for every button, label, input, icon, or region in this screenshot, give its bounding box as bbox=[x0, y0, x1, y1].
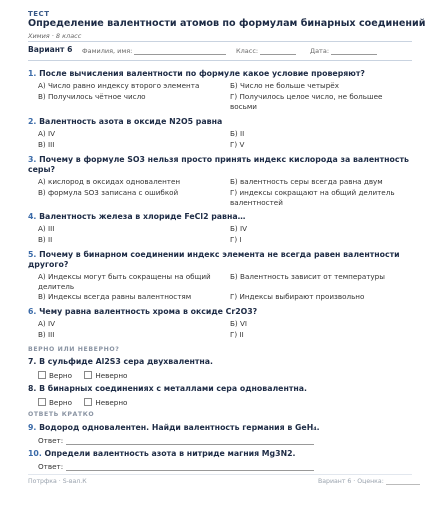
question-number: 10. bbox=[28, 449, 42, 458]
question-7 bbox=[28, 357, 412, 367]
option-d[interactable]: Г) V bbox=[230, 140, 245, 149]
name-field[interactable] bbox=[82, 47, 226, 55]
class-input-line[interactable] bbox=[260, 47, 296, 55]
question-text: Валентность железа в хлориде FeCl2 равна… bbox=[39, 212, 246, 221]
true-option[interactable]: Верно bbox=[38, 371, 72, 380]
option-c[interactable]: В) III bbox=[38, 140, 55, 149]
option-a[interactable]: А) IV bbox=[38, 319, 56, 328]
answer-field-10[interactable] bbox=[38, 462, 314, 471]
variant-label: Вариант 6 bbox=[28, 45, 73, 54]
option-a[interactable]: А) Индексы могут быть сокращены на общий делитель bbox=[38, 272, 211, 291]
option-a[interactable]: А) IV bbox=[38, 129, 56, 138]
option-c[interactable]: В) формула SO3 записана с ошибкой bbox=[38, 188, 179, 197]
name-label: Фамилия, имя: bbox=[82, 47, 133, 55]
question-text: Почему в бинарном соединении индекс элемента не всегда равен валентности другого? bbox=[28, 250, 400, 269]
footer-left: Потрфка · S-вал.К bbox=[28, 478, 87, 485]
question-text: В бинарных соединениях с металлами сера одновалентна. bbox=[39, 384, 307, 393]
question-number: 3. bbox=[28, 155, 37, 164]
true-option[interactable]: Верно bbox=[38, 398, 72, 407]
answer-input-line[interactable] bbox=[66, 437, 314, 445]
question-number: 1. bbox=[28, 69, 37, 78]
question-5 bbox=[28, 250, 412, 302]
option-b[interactable]: Б) Валентность зависит от температуры bbox=[230, 272, 385, 281]
answer-label: Ответ: bbox=[38, 436, 64, 445]
option-c[interactable]: В) II bbox=[38, 235, 53, 244]
date-input-line[interactable] bbox=[331, 47, 377, 55]
option-c[interactable]: В) Получилось чётное число bbox=[38, 92, 146, 101]
option-c[interactable]: В) Индексы всегда равны валентностям bbox=[38, 292, 192, 301]
question-3 bbox=[28, 155, 412, 207]
question-1 bbox=[28, 69, 412, 111]
question-4 bbox=[28, 212, 412, 246]
option-d[interactable]: Г) индексы сокращают на общий делитель валентностей bbox=[230, 188, 395, 207]
question-text: В сульфиде Al2S3 сера двухвалентна. bbox=[39, 357, 214, 366]
false-option[interactable]: Неверно bbox=[84, 371, 127, 380]
option-d[interactable]: Г) Получилось целое число, не большее восьми bbox=[230, 92, 383, 111]
checkbox[interactable] bbox=[84, 371, 92, 379]
option-d[interactable]: Г) II bbox=[230, 330, 244, 339]
option-c[interactable]: В) III bbox=[38, 330, 55, 339]
option-a[interactable]: А) Число равно индексу второго элемента bbox=[38, 81, 200, 90]
variant-divider bbox=[28, 60, 412, 61]
answer-field-9[interactable] bbox=[38, 436, 314, 445]
question-number: 7. bbox=[28, 357, 37, 366]
true-false-section-label: ВЕРНО ИЛИ НЕВЕРНО? bbox=[28, 346, 120, 353]
question-text: Валентность азота в оксиде N2O5 равна bbox=[39, 117, 223, 126]
footer-right bbox=[318, 478, 420, 485]
question-text: Чему равна валентность хрома в оксиде Cr2O3? bbox=[39, 307, 258, 316]
header-divider bbox=[28, 41, 412, 42]
option-a[interactable]: А) кислород в оксидах одновалентен bbox=[38, 177, 181, 186]
question-number: 4. bbox=[28, 212, 37, 221]
question-number: 8. bbox=[28, 384, 37, 393]
question-number: 5. bbox=[28, 250, 37, 259]
question-6 bbox=[28, 307, 412, 341]
checkbox[interactable] bbox=[38, 371, 46, 379]
option-a[interactable]: А) III bbox=[38, 224, 55, 233]
question-text: После вычисления валентности по формуле какое условие проверяют? bbox=[39, 69, 365, 78]
tf-choices-8 bbox=[38, 398, 137, 407]
false-option[interactable]: Неверно bbox=[84, 398, 127, 407]
option-b[interactable]: Б) II bbox=[230, 129, 245, 138]
question-text: Почему в формуле SO3 нельзя просто принять индекс кислорода за валентность серы? bbox=[28, 155, 409, 174]
name-input-line[interactable] bbox=[134, 47, 226, 55]
answer-input-line[interactable] bbox=[66, 463, 314, 471]
question-9 bbox=[28, 423, 412, 433]
question-text: Водород одновалентен. Найди валентность германия в GeH₄. bbox=[39, 423, 320, 432]
date-field[interactable] bbox=[310, 47, 377, 55]
question-number: 9. bbox=[28, 423, 37, 432]
tf-choices-7 bbox=[38, 371, 137, 380]
question-text: Определи валентность азота в нитриде магния Mg3N2. bbox=[44, 449, 296, 458]
question-number: 6. bbox=[28, 307, 37, 316]
checkbox[interactable] bbox=[38, 398, 46, 406]
test-kicker: ТЕСТ bbox=[28, 10, 50, 18]
class-field[interactable] bbox=[236, 47, 296, 55]
option-b[interactable]: Б) Число не больше четырёх bbox=[230, 81, 339, 90]
footer-variant: Вариант 6 · bbox=[318, 478, 356, 485]
option-d[interactable]: Г) Индексы выбирают произвольно bbox=[230, 292, 365, 301]
score-line[interactable] bbox=[386, 478, 420, 485]
question-2 bbox=[28, 117, 412, 151]
subject-grade: Химия · 8 класс bbox=[28, 32, 82, 40]
option-d[interactable]: Г) I bbox=[230, 235, 242, 244]
option-b[interactable]: Б) VI bbox=[230, 319, 248, 328]
option-b[interactable]: Б) валентность серы всегда равна двум bbox=[230, 177, 383, 186]
question-number: 2. bbox=[28, 117, 37, 126]
option-b[interactable]: Б) IV bbox=[230, 224, 248, 233]
score-label: Оценка: bbox=[357, 478, 384, 485]
footer-divider bbox=[28, 474, 412, 475]
question-10 bbox=[28, 449, 412, 459]
page-title: Определение валентности атомов по формулам бинарных соединений bbox=[28, 18, 426, 29]
answer-label: Ответ: bbox=[38, 462, 64, 471]
short-answer-section-label: ОТВЕТЬ КРАТКО bbox=[28, 411, 95, 418]
date-label: Дата: bbox=[310, 47, 330, 55]
question-8 bbox=[28, 384, 412, 394]
class-label: Класс: bbox=[236, 47, 259, 55]
checkbox[interactable] bbox=[84, 398, 92, 406]
